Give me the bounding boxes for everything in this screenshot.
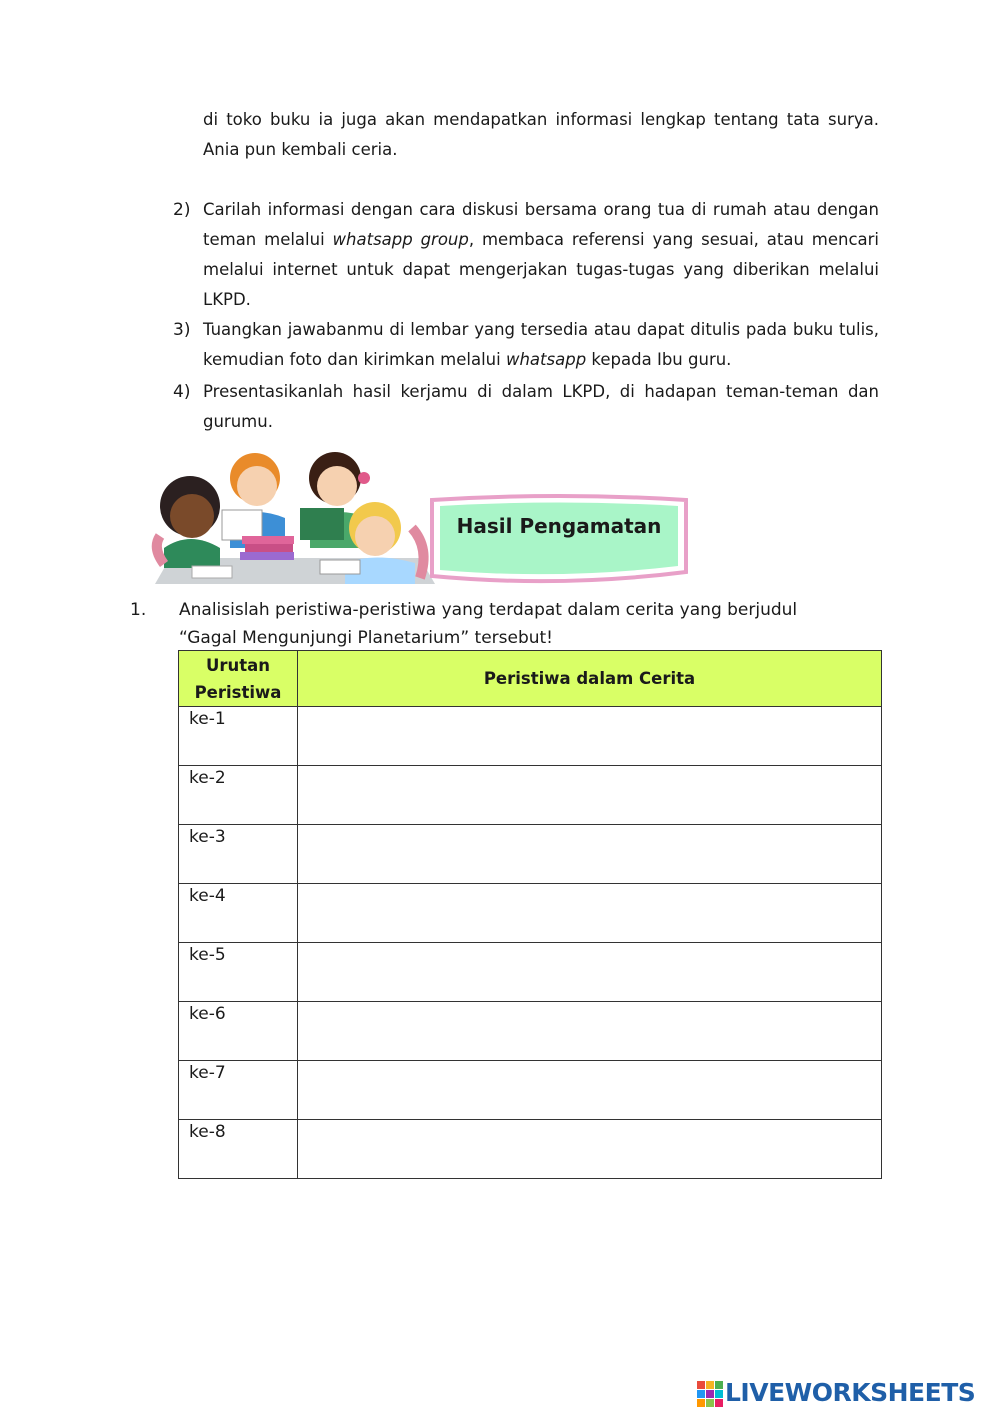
answer-cell[interactable] [298,766,882,825]
answer-cell[interactable] [298,1061,882,1120]
header-col1-line1: Urutan [205,655,271,675]
table-row [179,707,882,766]
book-stack-3 [240,552,294,560]
row-label: ke-2 [179,766,298,825]
kid-1-shirt [164,539,220,568]
step-2-line-4: LKPD. [203,290,251,309]
table-row [179,884,882,943]
step-3-whatsapp: whatsapp [505,350,587,369]
intro-paragraph [203,105,879,165]
chair-1 [157,536,164,564]
question-1-line-1: Analisislah peristiwa-peristiwa yang terdapat dalam cerita yang berjudul [179,600,798,620]
row-label: ke-4 [179,884,298,943]
step-4-line-2: gurumu. [203,412,273,431]
liveworksheets-text: LIVEWORKSHEETS [725,1378,976,1407]
step-2-line-2 [203,225,879,255]
header-urutan-peristiwa [179,651,298,707]
kid-1-face [170,494,214,538]
question-1-line-2: “Gagal Mengunjungi Planetarium” tersebut! [179,628,553,648]
step-3-line-1: Tuangkan jawabanmu di lembar yang tersedia atau dapat ditulis pada buku tulis, [203,320,879,339]
answer-cell[interactable] [298,1002,882,1061]
step-2-line-2b: , membaca referensi yang sesuai, atau mencari [468,230,880,249]
open-book-1 [222,510,262,540]
book-stack-1 [242,536,294,544]
table-row [179,1061,882,1120]
step-2-line-2a: teman melalui [203,230,333,249]
banner-shape [426,490,692,586]
row-label: ke-1 [179,707,298,766]
step-2-line-1: Carilah informasi dengan cara diskusi bersama orang tua di rumah atau dengan [203,200,879,219]
kid-3-bow [358,472,370,484]
table-row [179,766,882,825]
step-4-line-1: Presentasikanlah hasil kerjamu di dalam LKPD, di hadapan teman-teman dan [203,382,879,401]
answer-cell[interactable] [298,1120,882,1179]
step-2-line-3: melalui internet untuk dapat mengerjakan tugas-tugas yang diberikan melalui [203,260,879,279]
open-book-2 [320,560,360,574]
row-label: ke-5 [179,943,298,1002]
row-label: ke-3 [179,825,298,884]
kid-2-face [237,466,277,506]
liveworksheets-logo-icon [697,1381,723,1407]
step-4-number: 4) [173,382,191,402]
step-4-text [203,377,879,437]
hasil-pengamatan-banner [426,490,692,586]
paper-sheet [192,566,232,578]
step-3-number: 3) [173,320,191,340]
book-stack-2 [245,544,293,552]
table-row [179,943,882,1002]
table-row [179,825,882,884]
step-3-line-2 [203,345,879,375]
green-book [300,508,344,540]
kid-4-face [355,516,395,556]
answer-cell[interactable] [298,825,882,884]
kids-studying-illustration [150,448,440,584]
row-label: ke-7 [179,1061,298,1120]
events-table [178,650,882,1179]
intro-line-2: Ania pun kembali ceria. [203,140,398,159]
header-col1-line2: Peristiwa [194,682,282,702]
kid-3-face [317,466,357,506]
step-3-line-2a: kemudian foto dan kirimkan melalui [203,350,506,369]
row-label: ke-8 [179,1120,298,1179]
answer-cell[interactable] [298,943,882,1002]
answer-cell[interactable] [298,884,882,943]
question-1-number: 1. [130,600,147,620]
step-2-whatsapp-group: whatsapp group [332,230,469,249]
table-row [179,1120,882,1179]
step-3-line-2b: kepada Ibu guru. [586,350,732,369]
step-2-text [203,195,879,315]
intro-line-1: di toko buku ia juga akan mendapatkan informasi lengkap tentang tata surya. [203,110,879,129]
table-row [179,1002,882,1061]
row-label: ke-6 [179,1002,298,1061]
answer-cell[interactable] [298,707,882,766]
header-peristiwa-dalam-cerita: Peristiwa dalam Cerita [298,651,882,707]
question-1-text [179,596,879,652]
table-header-row [179,651,882,707]
banner-title: Hasil Pengamatan [456,514,662,538]
step-2-number: 2) [173,200,191,220]
step-3-text [203,315,879,375]
